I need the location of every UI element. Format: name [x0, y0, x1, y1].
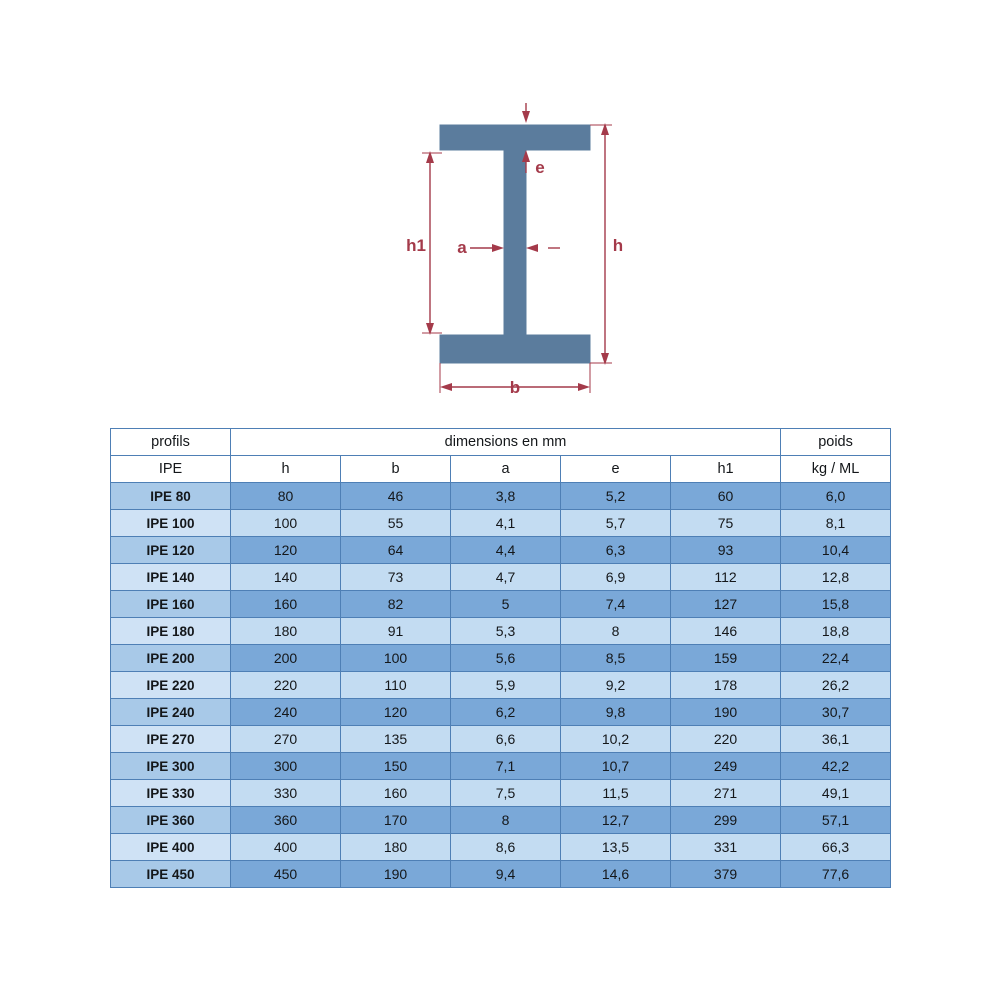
cell-b: 64 — [341, 537, 451, 564]
header-profils: profils — [111, 429, 231, 456]
cell-a: 9,4 — [451, 861, 561, 888]
cell-profil: IPE 100 — [111, 510, 231, 537]
cell-a: 7,1 — [451, 753, 561, 780]
table-row — [111, 591, 891, 618]
cell-h: 240 — [231, 699, 341, 726]
cell-h: 400 — [231, 834, 341, 861]
cell-poids: 8,1 — [781, 510, 891, 537]
cell-e: 10,2 — [561, 726, 671, 753]
cell-h1: 249 — [671, 753, 781, 780]
cell-profil: IPE 140 — [111, 564, 231, 591]
cell-e: 6,3 — [561, 537, 671, 564]
cell-poids: 10,4 — [781, 537, 891, 564]
cell-h1: 271 — [671, 780, 781, 807]
cell-poids: 66,3 — [781, 834, 891, 861]
cell-poids: 77,6 — [781, 861, 891, 888]
cell-poids: 42,2 — [781, 753, 891, 780]
cell-e: 7,4 — [561, 591, 671, 618]
cell-e: 12,7 — [561, 807, 671, 834]
table-row — [111, 645, 891, 672]
header-kg-ml: kg / ML — [781, 456, 891, 483]
cell-b: 180 — [341, 834, 451, 861]
cell-h1: 331 — [671, 834, 781, 861]
header-poids: poids — [781, 429, 891, 456]
cell-profil: IPE 360 — [111, 807, 231, 834]
cell-b: 110 — [341, 672, 451, 699]
cell-e: 6,9 — [561, 564, 671, 591]
table-header-sub-row — [111, 456, 891, 483]
cell-profil: IPE 220 — [111, 672, 231, 699]
table-head — [111, 429, 891, 483]
cell-b: 46 — [341, 483, 451, 510]
cell-h1: 127 — [671, 591, 781, 618]
cell-a: 5 — [451, 591, 561, 618]
cell-h1: 60 — [671, 483, 781, 510]
table-row — [111, 537, 891, 564]
table-row — [111, 807, 891, 834]
diagram-label-a: a — [457, 238, 467, 257]
cell-a: 4,1 — [451, 510, 561, 537]
cell-a: 4,7 — [451, 564, 561, 591]
cell-h: 160 — [231, 591, 341, 618]
cell-b: 73 — [341, 564, 451, 591]
cell-poids: 49,1 — [781, 780, 891, 807]
cell-h: 120 — [231, 537, 341, 564]
cell-e: 11,5 — [561, 780, 671, 807]
cell-poids: 26,2 — [781, 672, 891, 699]
cell-poids: 30,7 — [781, 699, 891, 726]
cell-h: 220 — [231, 672, 341, 699]
cell-poids: 15,8 — [781, 591, 891, 618]
cell-e: 9,8 — [561, 699, 671, 726]
cell-h1: 379 — [671, 861, 781, 888]
cell-b: 100 — [341, 645, 451, 672]
cell-poids: 36,1 — [781, 726, 891, 753]
cell-profil: IPE 180 — [111, 618, 231, 645]
cell-e: 14,6 — [561, 861, 671, 888]
cell-h: 330 — [231, 780, 341, 807]
cell-h: 450 — [231, 861, 341, 888]
cell-profil: IPE 400 — [111, 834, 231, 861]
table-body — [111, 483, 891, 888]
cell-profil: IPE 200 — [111, 645, 231, 672]
cell-e: 5,2 — [561, 483, 671, 510]
header-dimensions: dimensions en mm — [231, 429, 781, 456]
table-row — [111, 483, 891, 510]
diagram-label-b: b — [509, 378, 521, 397]
cell-b: 120 — [341, 699, 451, 726]
cell-profil: IPE 80 — [111, 483, 231, 510]
cell-profil: IPE 300 — [111, 753, 231, 780]
cell-profil: IPE 330 — [111, 780, 231, 807]
ipe-beam-diagram — [400, 95, 660, 415]
cell-a: 8 — [451, 807, 561, 834]
table-row — [111, 753, 891, 780]
cell-h: 140 — [231, 564, 341, 591]
cell-b: 150 — [341, 753, 451, 780]
table-row — [111, 699, 891, 726]
cell-h1: 146 — [671, 618, 781, 645]
cell-h1: 112 — [671, 564, 781, 591]
cell-poids: 18,8 — [781, 618, 891, 645]
ipe-specs-table — [110, 428, 891, 888]
cell-h: 360 — [231, 807, 341, 834]
header-h1: h1 — [671, 456, 781, 483]
cell-h: 200 — [231, 645, 341, 672]
cell-a: 5,9 — [451, 672, 561, 699]
cell-h: 270 — [231, 726, 341, 753]
cell-e: 13,5 — [561, 834, 671, 861]
table-row — [111, 861, 891, 888]
diagram-label-h1: h1 — [406, 236, 426, 255]
cell-poids: 6,0 — [781, 483, 891, 510]
cell-e: 9,2 — [561, 672, 671, 699]
cell-b: 82 — [341, 591, 451, 618]
table-row — [111, 564, 891, 591]
table-row — [111, 726, 891, 753]
cell-b: 91 — [341, 618, 451, 645]
cell-h1: 299 — [671, 807, 781, 834]
cell-a: 5,6 — [451, 645, 561, 672]
cell-e: 5,7 — [561, 510, 671, 537]
cell-h: 100 — [231, 510, 341, 537]
cell-poids: 12,8 — [781, 564, 891, 591]
header-b: b — [341, 456, 451, 483]
cell-profil: IPE 120 — [111, 537, 231, 564]
header-h: h — [231, 456, 341, 483]
cell-profil: IPE 160 — [111, 591, 231, 618]
cell-h: 180 — [231, 618, 341, 645]
cell-a: 6,2 — [451, 699, 561, 726]
cell-a: 5,3 — [451, 618, 561, 645]
cell-a: 4,4 — [451, 537, 561, 564]
cell-poids: 57,1 — [781, 807, 891, 834]
cell-a: 7,5 — [451, 780, 561, 807]
cell-h1: 220 — [671, 726, 781, 753]
cell-profil: IPE 450 — [111, 861, 231, 888]
table-header-group-row — [111, 429, 891, 456]
cell-b: 55 — [341, 510, 451, 537]
header-ipe: IPE — [111, 456, 231, 483]
cell-b: 190 — [341, 861, 451, 888]
cell-e: 8 — [561, 618, 671, 645]
table-row — [111, 618, 891, 645]
header-e: e — [561, 456, 671, 483]
cell-a: 3,8 — [451, 483, 561, 510]
diagram-label-e: e — [535, 158, 545, 177]
cell-b: 160 — [341, 780, 451, 807]
diagram-label-h: h — [612, 236, 624, 255]
cell-h1: 93 — [671, 537, 781, 564]
cell-profil: IPE 270 — [111, 726, 231, 753]
cell-a: 6,6 — [451, 726, 561, 753]
cell-h1: 75 — [671, 510, 781, 537]
table-row — [111, 834, 891, 861]
header-a: a — [451, 456, 561, 483]
table-row — [111, 672, 891, 699]
table-row — [111, 510, 891, 537]
cell-h: 300 — [231, 753, 341, 780]
cell-h: 80 — [231, 483, 341, 510]
cell-h1: 178 — [671, 672, 781, 699]
cell-a: 8,6 — [451, 834, 561, 861]
table-row — [111, 780, 891, 807]
cell-h1: 159 — [671, 645, 781, 672]
cell-poids: 22,4 — [781, 645, 891, 672]
cell-b: 135 — [341, 726, 451, 753]
cell-b: 170 — [341, 807, 451, 834]
cell-e: 8,5 — [561, 645, 671, 672]
cell-e: 10,7 — [561, 753, 671, 780]
cell-profil: IPE 240 — [111, 699, 231, 726]
ipe-specs-table-wrap — [110, 428, 890, 888]
cell-h1: 190 — [671, 699, 781, 726]
